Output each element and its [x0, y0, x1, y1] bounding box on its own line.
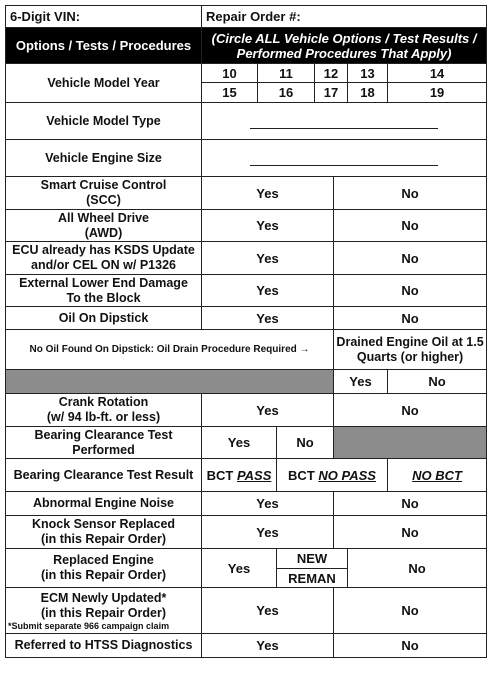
replaced-new-option[interactable]: NEW: [277, 549, 348, 569]
knock-label: Knock Sensor Replaced (in this Repair Order): [6, 516, 202, 549]
scc-no-option[interactable]: No: [334, 177, 487, 210]
htss-no-option[interactable]: No: [334, 634, 487, 658]
htss-yes-option[interactable]: Yes: [202, 634, 334, 658]
replaced-yes-option[interactable]: Yes: [202, 549, 277, 588]
model-year-label: Vehicle Model Year: [6, 64, 202, 103]
engine-size-field[interactable]: [202, 140, 487, 177]
dipstick-yes-option[interactable]: Yes: [202, 307, 334, 330]
year-option[interactable]: 18: [348, 83, 388, 103]
model-type-label: Vehicle Model Type: [6, 103, 202, 140]
drained-oil-label: Drained Engine Oil at 1.5 Quarts (or higher): [334, 330, 487, 370]
no-oil-label: No Oil Found On Dipstick: Oil Drain Procedure Required →: [6, 330, 334, 370]
engine-size-label: Vehicle Engine Size: [6, 140, 202, 177]
circle-instruction: (Circle ALL Vehicle Options / Test Results / Performed Procedures That Apply): [202, 28, 487, 64]
year-option[interactable]: 15: [202, 83, 258, 103]
bct-result-label: Bearing Clearance Test Result: [6, 459, 202, 492]
model-type-field[interactable]: [202, 103, 487, 140]
drained-no-option[interactable]: No: [388, 370, 487, 394]
ecu-yes-option[interactable]: Yes: [202, 242, 334, 275]
crank-no-option[interactable]: No: [334, 394, 487, 427]
options-column-title: Options / Tests / Procedures: [6, 28, 202, 64]
bearing-test-label: Bearing Clearance Test Performed: [6, 427, 202, 459]
replaced-no-option[interactable]: No: [348, 549, 487, 588]
drained-yes-option[interactable]: Yes: [334, 370, 388, 394]
ecu-label: ECU already has KSDS Update and/or CEL ON w/ P1326: [6, 242, 202, 275]
year-option[interactable]: 13: [348, 64, 388, 83]
replaced-reman-option[interactable]: REMAN: [277, 569, 348, 588]
dipstick-no-option[interactable]: No: [334, 307, 487, 330]
shaded-cell: [334, 427, 487, 459]
awd-no-option[interactable]: No: [334, 210, 487, 242]
damage-label: External Lower End Damage To the Block: [6, 275, 202, 307]
repair-order-label: Repair Order #:: [202, 6, 487, 28]
write-in-line: [250, 128, 438, 129]
bearing-yes-option[interactable]: Yes: [202, 427, 277, 459]
scc-label: Smart Cruise Control (SCC): [6, 177, 202, 210]
scc-yes-option[interactable]: Yes: [202, 177, 334, 210]
inspection-form-table: [5, 5, 487, 658]
bct-pass-option[interactable]: BCT PASS: [202, 459, 277, 492]
bct-nopass-option[interactable]: BCT NO PASS: [277, 459, 388, 492]
damage-no-option[interactable]: No: [334, 275, 487, 307]
damage-yes-option[interactable]: Yes: [202, 275, 334, 307]
awd-yes-option[interactable]: Yes: [202, 210, 334, 242]
ecm-label: ECM Newly Updated* (in this Repair Order) *Submit separate 966 campaign claim: [6, 588, 202, 634]
year-option[interactable]: 11: [258, 64, 315, 83]
noise-label: Abnormal Engine Noise: [6, 492, 202, 516]
year-option[interactable]: 17: [315, 83, 348, 103]
ecm-yes-option[interactable]: Yes: [202, 588, 334, 634]
ecu-no-option[interactable]: No: [334, 242, 487, 275]
bearing-no-option[interactable]: No: [277, 427, 334, 459]
ecm-no-option[interactable]: No: [334, 588, 487, 634]
awd-label: All Wheel Drive (AWD): [6, 210, 202, 242]
noise-yes-option[interactable]: Yes: [202, 492, 334, 516]
replaced-label: Replaced Engine (in this Repair Order): [6, 549, 202, 588]
knock-yes-option[interactable]: Yes: [202, 516, 334, 549]
no-bct-option[interactable]: NO BCT: [388, 459, 487, 492]
year-option[interactable]: 14: [388, 64, 487, 83]
year-option[interactable]: 16: [258, 83, 315, 103]
vin-label: 6-Digit VIN:: [6, 6, 202, 28]
htss-label: Referred to HTSS Diagnostics: [6, 634, 202, 658]
dipstick-label: Oil On Dipstick: [6, 307, 202, 330]
write-in-line: [250, 165, 438, 166]
crank-label: Crank Rotation (w/ 94 lb-ft. or less): [6, 394, 202, 427]
noise-no-option[interactable]: No: [334, 492, 487, 516]
ecm-footnote: *Submit separate 966 campaign claim: [8, 620, 170, 631]
shaded-cell: [6, 370, 334, 394]
knock-no-option[interactable]: No: [334, 516, 487, 549]
year-option[interactable]: 12: [315, 64, 348, 83]
crank-yes-option[interactable]: Yes: [202, 394, 334, 427]
year-option[interactable]: 10: [202, 64, 258, 83]
year-option[interactable]: 19: [388, 83, 487, 103]
